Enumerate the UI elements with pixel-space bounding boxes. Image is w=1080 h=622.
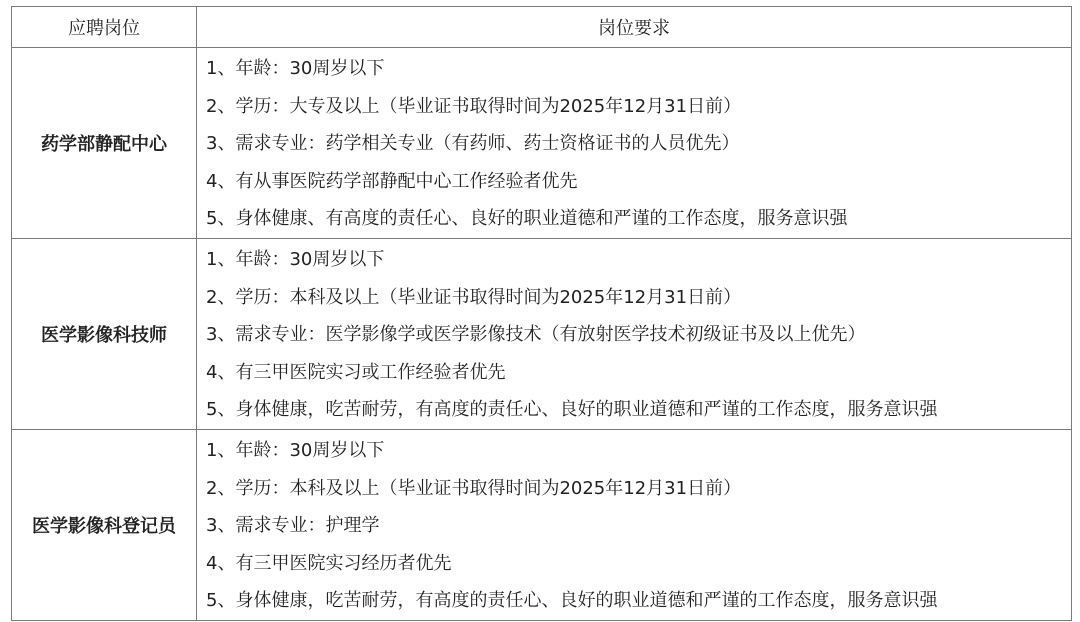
requirement-item: 1、年龄：30周岁以下 — [206, 58, 385, 79]
header-position: 应聘岗位 — [12, 7, 197, 48]
position-name: 医学影像科技师 — [12, 238, 197, 429]
requirement-item: 2、学历：本科及以上（毕业证书取得时间为2025年12月31日前） — [206, 477, 742, 499]
position-name: 医学影像科登记员 — [12, 429, 197, 620]
requirement-item: 5、身体健康，吃苦耐劳，有高度的责任心、良好的职业道德和严谨的工作态度，服务意识强 — [206, 590, 938, 612]
position-name: 药学部静配中心 — [12, 48, 197, 239]
requirements-cell — [197, 429, 1072, 620]
table-row — [12, 429, 1072, 620]
requirements-cell — [197, 48, 1072, 239]
requirement-item: 2、学历：本科及以上（毕业证书取得时间为2025年12月31日前） — [206, 286, 742, 308]
job-requirements-table — [11, 6, 1072, 621]
requirement-item: 5、身体健康、有高度的责任心、良好的职业道德和严谨的工作态度，服务意识强 — [206, 208, 848, 230]
table-header-row — [12, 7, 1072, 48]
requirement-item: 3、需求专业：药学相关专业（有药师、药士资格证书的人员优先） — [206, 133, 740, 155]
table-row — [12, 238, 1072, 429]
requirement-item: 4、有三甲医院实习或工作经验者优先 — [206, 361, 506, 383]
requirement-item: 4、有三甲医院实习经历者优先 — [206, 552, 452, 574]
requirement-item: 3、需求专业：医学影像学或医学影像技术（有放射医学技术初级证书及以上优先） — [206, 324, 866, 346]
requirement-item: 1、年龄：30周岁以下 — [206, 439, 385, 461]
requirement-item: 2、学历：大专及以上（毕业证书取得时间为2025年12月31日前） — [206, 95, 742, 117]
table-row — [12, 48, 1072, 239]
header-requirements: 岗位要求 — [197, 7, 1072, 48]
requirements-cell — [197, 238, 1072, 429]
requirement-item: 3、需求专业：护理学 — [206, 515, 380, 537]
requirement-item: 4、有从事医院药学部静配中心工作经验者优先 — [206, 170, 578, 192]
requirement-item: 1、年龄：30周岁以下 — [206, 248, 385, 270]
job-requirements-sheet — [11, 6, 1072, 621]
requirement-item: 5、身体健康，吃苦耐劳，有高度的责任心、良好的职业道德和严谨的工作态度，服务意识强 — [206, 399, 938, 421]
